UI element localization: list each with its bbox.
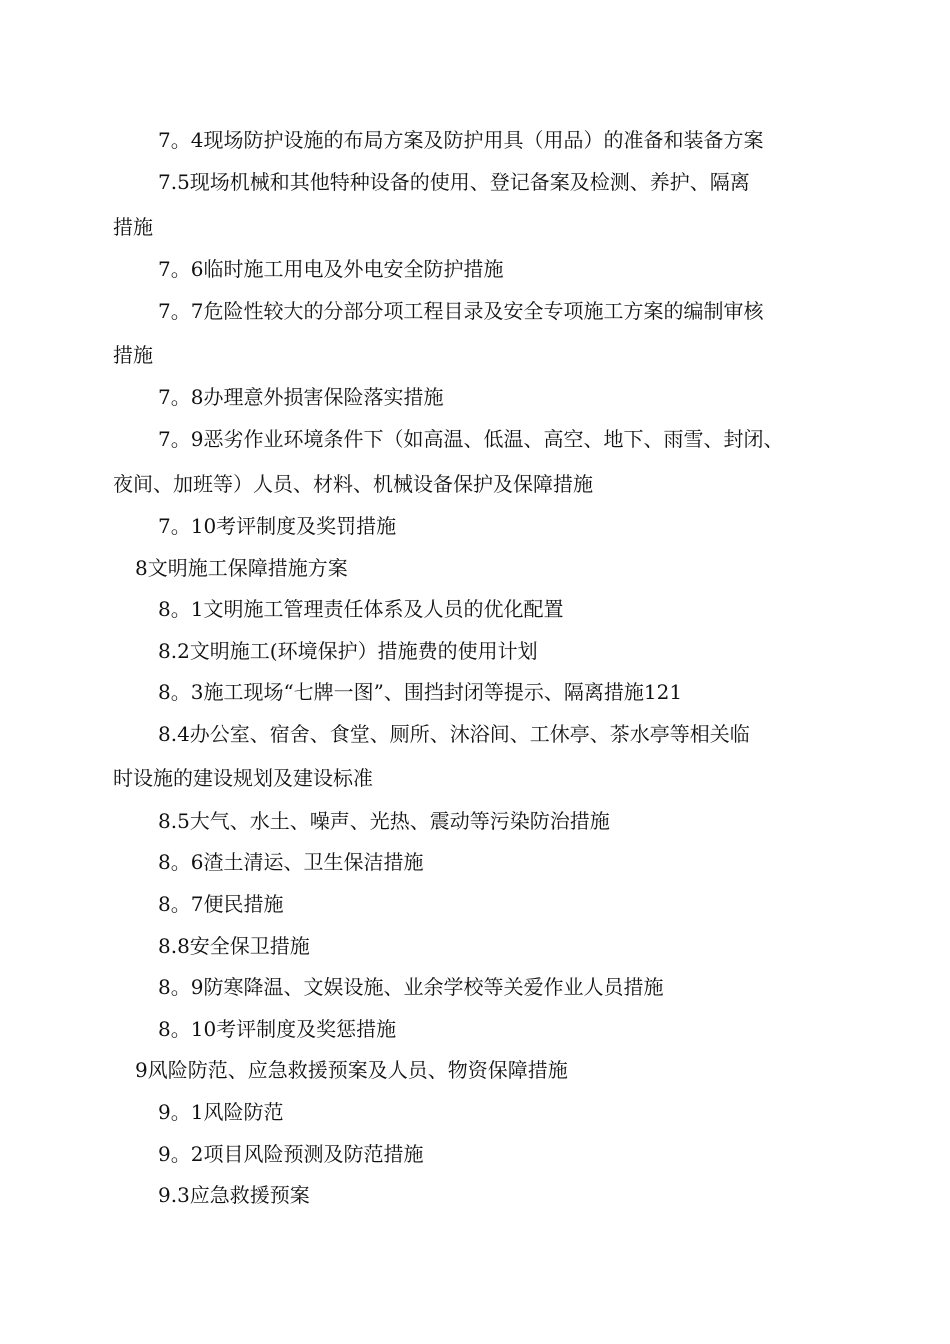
toc-line-7-10: 7。10考评制度及奖罚措施 <box>158 514 397 538</box>
toc-line-9-1: 9。1风险防范 <box>158 1100 284 1124</box>
toc-line-7-7: 7。7危险性较大的分部分项工程目录及安全专项施工方案的编制审核 <box>158 299 764 323</box>
toc-line-7-5-cont: 措施 <box>113 215 153 239</box>
toc-line-7-6: 7。6临时施工用电及外电安全防护措施 <box>158 257 504 281</box>
toc-line-7-7-cont: 措施 <box>113 343 153 367</box>
toc-line-8-3: 8。3施工现场“七牌一图”、围挡封闭等提示、隔离措施121 <box>158 680 683 704</box>
toc-line-8-5: 8.5大气、水土、噪声、光热、震动等污染防治措施 <box>158 809 610 833</box>
toc-heading-8: 8文明施工保障措施方案 <box>135 556 348 580</box>
toc-heading-9: 9风险防范、应急救援预案及人员、物资保障措施 <box>135 1058 568 1082</box>
toc-line-8-4: 8.4办公室、宿舍、食堂、厕所、沐浴间、工休亭、茶水亭等相关临 <box>158 722 750 746</box>
toc-line-8-2: 8.2文明施工(环境保护）措施费的使用计划 <box>158 639 538 663</box>
toc-line-8-7: 8。7便民措施 <box>158 892 284 916</box>
toc-line-8-9: 8。9防寒降温、文娱设施、业余学校等关爱作业人员措施 <box>158 975 664 999</box>
toc-line-9-2: 9。2项目风险预测及防范措施 <box>158 1142 424 1166</box>
toc-line-8-6: 8。6渣土清运、卫生保洁措施 <box>158 850 424 874</box>
toc-line-7-9-cont: 夜间、加班等）人员、材料、机械设备保护及保障措施 <box>113 472 593 496</box>
toc-line-8-1: 8。1文明施工管理责任体系及人员的优化配置 <box>158 597 564 621</box>
toc-line-7-5: 7.5现场机械和其他特种设备的使用、登记备案及检测、养护、隔离 <box>158 170 750 194</box>
toc-line-9-3: 9.3应急救援预案 <box>158 1183 310 1207</box>
toc-line-7-9: 7。9恶劣作业环境条件下（如高温、低温、高空、地下、雨雪、封闭、 <box>158 427 784 451</box>
toc-line-7-8: 7。8办理意外损害保险落实措施 <box>158 385 444 409</box>
toc-line-8-8: 8.8安全保卫措施 <box>158 934 310 958</box>
toc-line-7-4: 7。4现场防护设施的布局方案及防护用具（用品）的准备和装备方案 <box>158 128 764 152</box>
toc-line-8-10: 8。10考评制度及奖惩措施 <box>158 1017 397 1041</box>
toc-line-8-4-cont: 时设施的建设规划及建设标准 <box>113 766 373 790</box>
